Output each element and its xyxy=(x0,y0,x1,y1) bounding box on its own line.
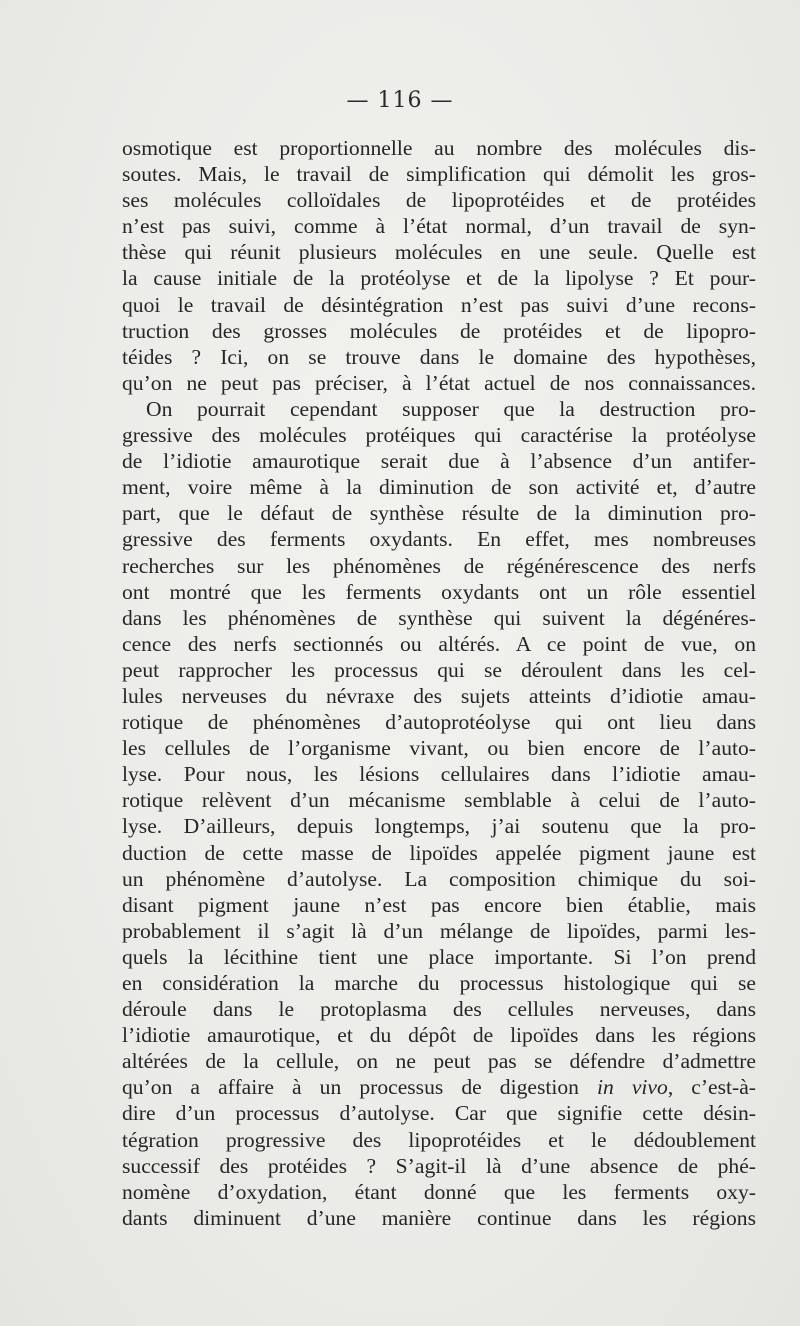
text-line: ment, voire même à la diminution de son activité et, d’autre xyxy=(122,475,756,500)
text-line: de l’idiotie amaurotique serait due à l’absence d’un antifer- xyxy=(122,449,756,474)
text-line: un phénomène d’autolyse. La composition chimique du soi- xyxy=(122,866,756,891)
text-line: gressive des ferments oxydants. En effet, mes nombreuses xyxy=(122,527,756,552)
text-line: altérées de la cellule, on ne peut pas se défendre d’admettre xyxy=(122,1049,756,1074)
text-line: dans les phénomènes de synthèse qui suivent la dégénéres- xyxy=(122,605,756,630)
text-line: successif des protéides ? S’agit-il là d’une absence de phé- xyxy=(122,1153,756,1178)
italic-term: in vivo xyxy=(597,1075,668,1100)
text-line: les cellules de l’organisme vivant, ou bien encore de l’auto- xyxy=(122,736,756,761)
text-line: disant pigment jaune n’est pas encore bien établie, mais xyxy=(122,892,756,917)
text-line: truction des grosses molécules de protéides et de lipopro- xyxy=(122,318,756,343)
text-line: n’est pas suivi, comme à l’état normal, d’un travail de syn- xyxy=(122,214,756,239)
text-line: part, que le défaut de synthèse résulte de la diminution pro- xyxy=(122,501,756,526)
text-line: dire d’un processus d’autolyse. Car que signifie cette désin- xyxy=(122,1101,756,1126)
paragraph-2 xyxy=(122,396,756,1231)
text-line: téides ? Ici, on se trouve dans le domaine des hypothèses, xyxy=(122,344,756,369)
text-line: lyse. Pour nous, les lésions cellulaires dans l’idiotie amau- xyxy=(122,762,756,787)
text-segment: , c’est-à- xyxy=(667,1075,756,1100)
text-line: recherches sur les phénomènes de régénérescence des nerfs xyxy=(122,553,756,578)
text-line: duction de cette masse de lipoïdes appelée pigment jaune est xyxy=(122,840,756,865)
text-line: osmotique est proportionnelle au nombre des molécules dis- xyxy=(122,136,756,160)
text-line: soutes. Mais, le travail de simplification qui démolit les gros- xyxy=(122,162,756,187)
text-line: la cause initiale de la protéolyse et de la lipolyse ? Et pour- xyxy=(122,266,756,291)
paragraph-1 xyxy=(122,135,756,396)
body-text xyxy=(122,135,756,1231)
text-line: en considération la marche du processus histologique qui se xyxy=(122,971,756,995)
text-line: déroule dans le protoplasma des cellules nerveuses, dans xyxy=(122,997,756,1022)
text-line: dants diminuent d’une manière continue dans les régions xyxy=(122,1205,756,1230)
text-line: cence des nerfs sectionnés ou altérés. A ce point de vue, on xyxy=(122,631,756,656)
page-number: — 116 — xyxy=(346,88,454,113)
text-line: lyse. D’ailleurs, depuis longtemps, j’ai soutenu que la pro- xyxy=(122,814,756,839)
text-line: ses molécules colloïdales de lipoprotéides et de protéides xyxy=(122,188,756,213)
text-line: nomène d’oxydation, étant donné que les ferments oxy- xyxy=(122,1179,756,1204)
text-line: l’idiotie amaurotique, et du dépôt de lipoïdes dans les régions xyxy=(122,1023,756,1048)
text-line: thèse qui réunit plusieurs molécules en une seule. Quelle est xyxy=(122,240,756,265)
text-line: rotique de phénomènes d’autoprotéolyse qui ont lieu dans xyxy=(122,710,756,735)
text-line: On pourrait cependant supposer que la destruction pro- xyxy=(146,396,756,421)
text-line: quoi le travail de désintégration n’est pas suivi d’une recons- xyxy=(122,292,756,317)
text-line: peut rapprocher les processus qui se déroulent dans les cel- xyxy=(122,657,756,682)
text-line-with-italic xyxy=(122,1074,756,1100)
text-line: ont montré que les ferments oxydants ont un rôle essentiel xyxy=(122,579,756,604)
text-line: gressive des molécules protéiques qui caractérise la protéolyse xyxy=(122,423,756,448)
text-line: rotique relèvent d’un mécanisme semblable à celui de l’auto- xyxy=(122,788,756,813)
text-line: lules nerveuses du névraxe des sujets atteints d’idiotie amau- xyxy=(122,683,756,708)
text-line: tégration progressive des lipoprotéides et le dédoublement xyxy=(122,1127,756,1152)
text-line: qu’on ne peut pas préciser, à l’état actuel de nos connaissances. xyxy=(122,370,756,395)
text-segment: qu’on a affaire à un processus de digestion xyxy=(122,1075,597,1100)
text-line: quels la lécithine tient une place importante. Si l’on prend xyxy=(122,944,756,969)
text-line: probablement il s’agit là d’un mélange de lipoïdes, parmi les- xyxy=(122,918,756,943)
